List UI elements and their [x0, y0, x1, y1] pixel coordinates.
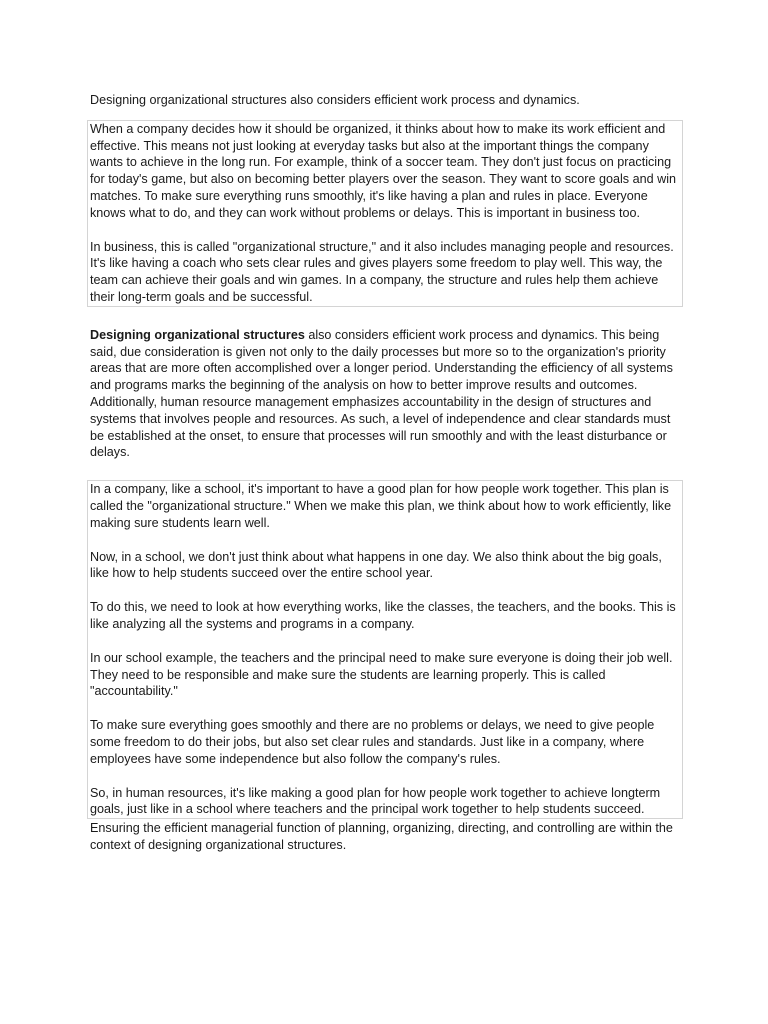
- simplified-explanation-box-2: [87, 480, 683, 819]
- box2-paragraph-4: In our school example, the teachers and the principal need to make sure everyone is doing their job well. They need to be responsible and make sure the students are learning properly. This is called "accountability.": [90, 650, 673, 699]
- simplified-explanation-box-1: [87, 120, 683, 307]
- box2-paragraph-6: So, in human resources, it's like making a good plan for how people work together to achieve longterm goals, just like in a school where teachers and the principal work together to help students succeed.: [90, 785, 661, 817]
- box2-paragraph-5: To make sure everything goes smoothly and there are no problems or delays, we need to give people some freedom to do their jobs, but also set clear rules and standards. Just like in a company, where employees have some independence but also follow the company's rules.: [90, 718, 655, 766]
- box1-paragraph-1: When a company decides how it should be organized, it thinks about how to make its work efficient and effective. This means not just looking at everyday tasks but also at the important things the company wants to achieve in the long run. For example, think of a soccer team. They don't just focus on practicing for today's game, but also on becoming better players over the season. They want to score goals and win matches. To make sure everything runs smoothly, it's like having a plan and rules in place. Everyone knows what to do, and they can work without problems or delays. This is important in business too.: [90, 121, 677, 220]
- main-paragraph-text: also considers efficient work process and dynamics. This being said, due consideration is given not only to the daily processes but more so to the organization's priority areas that are more often accomplished over a longer period. Understanding the efficiency of all systems and programs marks the beginning of the analysis on how to better improve results and outcomes. Additionally, human resource management emphasizes accountability in the design of structures and systems that involves people and resources. As such, a level of independence and clear standards must be established at the onset, to ensure that processes will run smoothly and with the least disturbance or delays.: [90, 327, 673, 460]
- main-paragraph-bold-lead: Designing organizational structures: [90, 327, 305, 342]
- document-page: [90, 92, 682, 854]
- box2-paragraph-2: Now, in a school, we don't just think about what happens in one day. We also think about the big goals, like how to help students succeed over the entire school year.: [90, 549, 662, 581]
- closing-paragraph: Ensuring the efficient managerial function of planning, organizing, directing, and controlling are within the context of designing organizational structures.: [90, 821, 673, 852]
- main-paragraph: [90, 327, 682, 461]
- box2-paragraph-3: To do this, we need to look at how everything works, like the classes, the teachers, and the books. This is like analyzing all the systems and programs in a company.: [90, 600, 676, 631]
- intro-paragraph: Designing organizational structures also considers efficient work process and dynamics.: [90, 93, 580, 107]
- box1-paragraph-2: In business, this is called "organizational structure," and it also includes managing people and resources. It's like having a coach who sets clear rules and gives players some freedom to play well. This way, the team can achieve their goals and win games. In a company, the structure and rules help them achieve their long-term goals and be successful.: [90, 239, 674, 304]
- box2-paragraph-1: In a company, like a school, it's important to have a good plan for how people work together. This plan is called the "organizational structure." When we make this plan, we think about how to work efficiently, like making sure students learn well.: [90, 482, 672, 530]
